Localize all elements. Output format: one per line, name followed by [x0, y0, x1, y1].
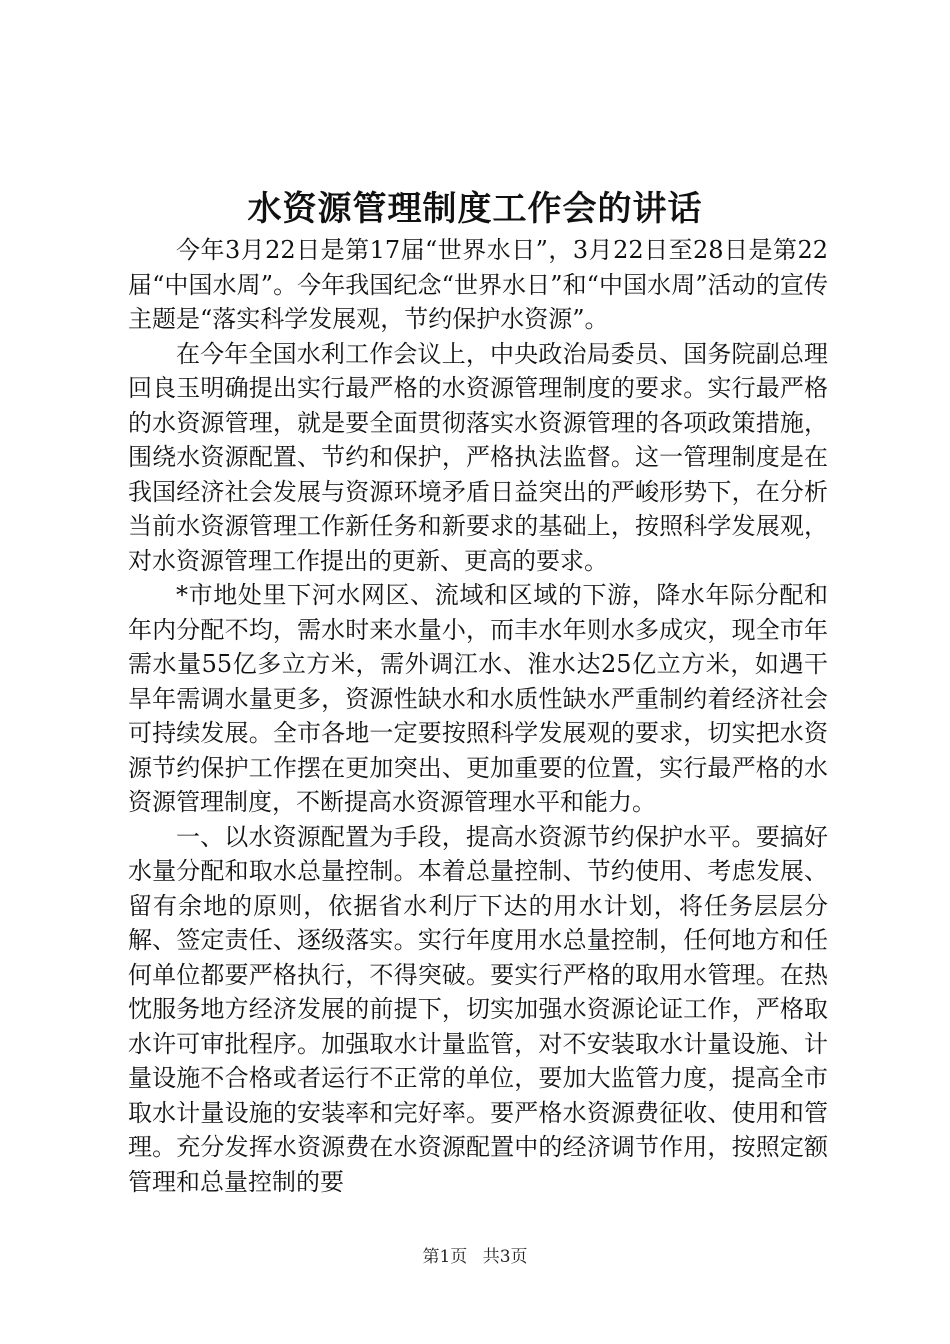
- paragraph-1: 今年3月22日是第17届“世界水日”，3月22日至28日是第22届“中国水周”。今年我国纪念“世界水日”和“中国水周”活动的宣传主题是“落实科学发展观，节约保护水资源”。: [128, 236, 828, 333]
- paragraph-3: *市地处里下河水网区、流域和区域的下游，降水年际分配和年内分配不均，需水时来水量小，而丰水年则水多成灾，现全市年需水量55亿多立方米，需外调江水、淮水达25亿立方米，如遇干旱年需调水量更多，资源性缺水和水质性缺水严重制约着经济社会可持续发展。全市各地一定要按照科学发展观的要求，切实把水资源节约保护工作摆在更加突出、更加重要的位置，实行最严格的水资源管理制度，不断提高水资源管理水平和能力。: [128, 581, 828, 816]
- document-body: [128, 233, 828, 1199]
- page-number: 第1页: [422, 1247, 468, 1267]
- page-total: 共3页: [482, 1247, 528, 1267]
- paragraph-2: 在今年全国水利工作会议上，中央政治局委员、国务院副总理回良玉明确提出实行最严格的水资源管理制度的要求。实行最严格的水资源管理，就是要全面贯彻落实水资源管理的各项政策措施，围绕水资源配置、节约和保护，严格执法监督。这一管理制度是在我国经济社会发展与资源环境矛盾日益突出的严峻形势下，在分析当前水资源管理工作新任务和新要求的基础上，按照科学发展观，对水资源管理工作提出的更新、更高的要求。: [128, 339, 828, 575]
- paragraph-4: 一、以水资源配置为手段，提高水资源节约保护水平。要搞好水量分配和取水总量控制。本着总量控制、节约使用、考虑发展、留有余地的原则，依据省水利厅下达的用水计划，将任务层层分解、签定责任、逐级落实。实行年度用水总量控制，任何地方和任何单位都要严格执行，不得突破。要实行严格的取用水管理。在热忱服务地方经济发展的前提下，切实加强水资源论证工作，严格取水许可审批程序。加强取水计量监管，对不安装取水计量设施、计量设施不合格或者运行不正常的单位，要加大监管力度，提高全市取水计量设施的安装率和完好率。要严格水资源费征收、使用和管理。充分发挥水资源费在水资源配置中的经济调节作用，按照定额管理和总量控制的要: [128, 822, 828, 1196]
- page-footer: [0, 1245, 950, 1269]
- document-title: 水资源管理制度工作会的讲话: [247, 189, 703, 229]
